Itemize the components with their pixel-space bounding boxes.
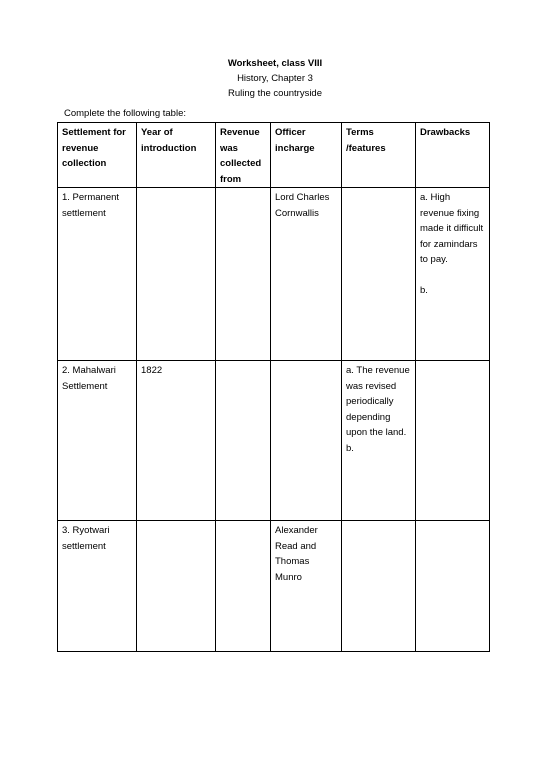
- column-header-officer: Officer incharge: [271, 123, 342, 188]
- column-header-settlement: Settlement for revenue collection: [58, 123, 137, 188]
- cell-year: 1822: [137, 361, 216, 521]
- worksheet-title: Worksheet, class VIII: [227, 58, 323, 69]
- worksheet-chapter: Ruling the countryside: [228, 88, 322, 99]
- column-header-terms: Terms /features: [342, 123, 416, 188]
- column-header-year: Year of introduction: [137, 123, 216, 188]
- table-header-row: [58, 123, 490, 188]
- instruction-text: Complete the following table:: [64, 108, 186, 119]
- cell-officer: Lord Charles Cornwallis: [271, 188, 342, 361]
- cell-drawbacks: [416, 521, 490, 652]
- cell-year: [137, 188, 216, 361]
- cell-settlement: 3. Ryotwari settlement: [58, 521, 137, 652]
- table-row: [58, 188, 490, 361]
- table-row: [58, 521, 490, 652]
- column-header-revenue-from: Revenue was collected from: [216, 123, 271, 188]
- term-b: b.: [346, 442, 354, 454]
- drawback-a: a. High revenue fixing made it difficult for zamindars to pay.: [420, 192, 484, 265]
- cell-terms: [342, 188, 416, 361]
- table-row: [58, 361, 490, 521]
- cell-officer: [271, 361, 342, 521]
- worksheet-subject: History, Chapter 3: [237, 73, 313, 84]
- worksheet-header: [0, 56, 550, 101]
- cell-year: [137, 521, 216, 652]
- settlement-table: [57, 122, 490, 652]
- column-header-drawbacks: Drawbacks: [416, 123, 490, 188]
- cell-officer: Alexander Read and Thomas Munro: [271, 521, 342, 652]
- cell-terms: [342, 521, 416, 652]
- cell-revenue-from: [216, 188, 271, 361]
- drawback-b: b.: [420, 285, 428, 296]
- cell-revenue-from: [216, 521, 271, 652]
- cell-drawbacks: [416, 361, 490, 521]
- cell-settlement: 1. Permanent settlement: [58, 188, 137, 361]
- cell-drawbacks: [416, 188, 490, 361]
- cell-terms: [342, 361, 416, 521]
- cell-settlement: 2. Mahalwari Settlement: [58, 361, 137, 521]
- cell-revenue-from: [216, 361, 271, 521]
- term-a: a. The revenue was revised periodically depending upon the land.: [346, 365, 410, 438]
